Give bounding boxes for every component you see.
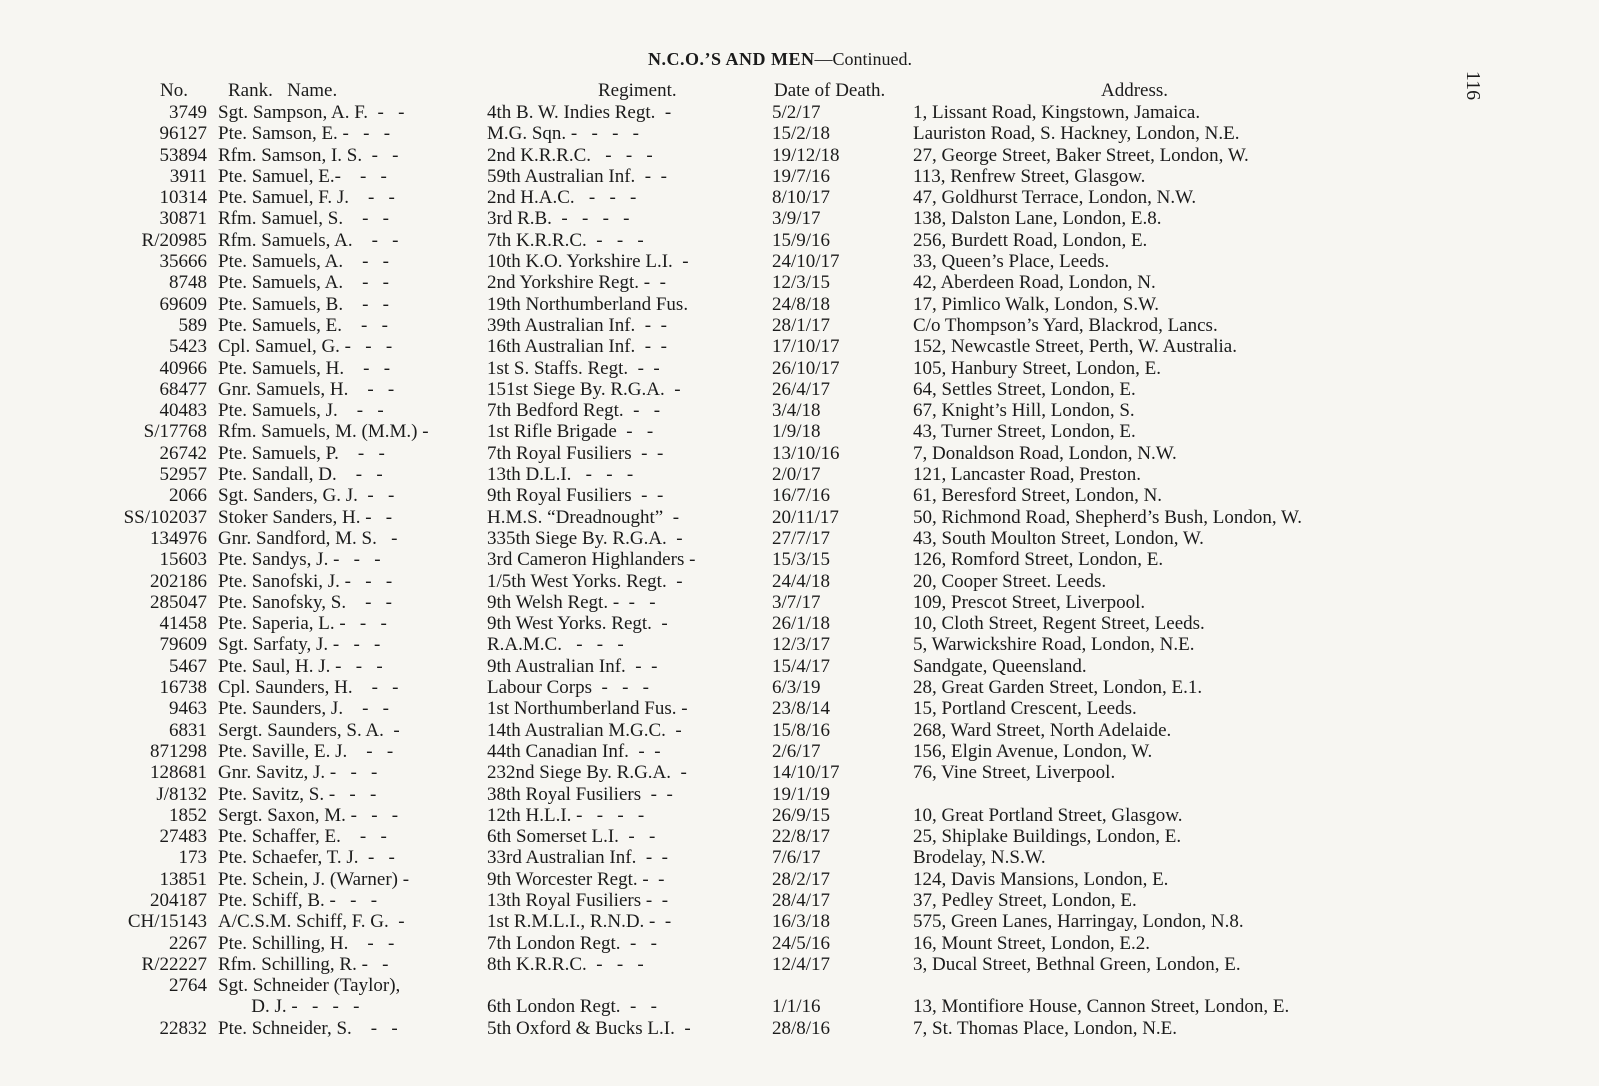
address: 113, Renfrew Street, Glasgow. — [913, 165, 1146, 187]
address: 16, Mount Street, London, E.2. — [913, 932, 1150, 954]
address: 575, Green Lanes, Harringay, London, N.8. — [913, 911, 1244, 933]
address: 25, Shiplake Buildings, London, E. — [913, 826, 1182, 848]
date-of-death: 12/3/15 — [772, 272, 831, 294]
service-number: 173 — [178, 847, 207, 869]
regiment: 151st Siege By. R.G.A. - — [487, 378, 681, 400]
heading-title: N.C.O.’S AND MEN — [647, 49, 815, 69]
table-row — [0, 400, 1599, 421]
rank-name: Pte. Sanofsky, S. - - — [218, 591, 392, 613]
service-number: 10314 — [159, 187, 207, 209]
service-number: 68477 — [159, 378, 207, 400]
address: 37, Pedley Street, London, E. — [913, 889, 1137, 911]
date-of-death: 27/7/17 — [772, 527, 831, 549]
regiment: 7th K.R.R.C. - - - — [487, 229, 644, 251]
rank-name: Pte. Saville, E. J. - - — [218, 740, 394, 762]
address: 268, Ward Street, North Adelaide. — [913, 719, 1172, 741]
rank-name: Pte. Samuel, E.- - - — [218, 165, 387, 187]
service-number: 2066 — [169, 485, 207, 507]
date-of-death: 24/4/18 — [772, 570, 831, 592]
address: Sandgate, Queensland. — [913, 655, 1087, 677]
address: 3, Ducal Street, Bethnal Green, London, E. — [913, 953, 1241, 975]
service-number: 8748 — [169, 272, 207, 294]
rank-name: Pte. Samuel, F. J. - - — [218, 187, 395, 209]
service-number: 9463 — [169, 698, 207, 720]
regiment: M.G. Sqn. - - - - — [487, 123, 639, 145]
address: 64, Settles Street, London, E. — [913, 378, 1136, 400]
rank-name: Sergt. Saunders, S. A. - — [218, 719, 400, 741]
date-of-death: 6/3/19 — [772, 677, 821, 699]
date-of-death: 1/1/16 — [772, 996, 821, 1018]
address: 10, Cloth Street, Regent Street, Leeds. — [913, 613, 1205, 635]
regiment: 6th London Regt. - - — [487, 996, 657, 1018]
rank-name: Pte. Sanofski, J. - - - — [218, 570, 393, 592]
date-of-death: 5/2/17 — [772, 102, 821, 123]
address: 156, Elgin Avenue, London, W. — [913, 740, 1153, 762]
table-row — [0, 230, 1599, 251]
service-number: 134976 — [150, 527, 207, 549]
service-number: 3749 — [169, 102, 207, 123]
date-of-death: 26/1/18 — [772, 613, 831, 635]
address: 7, St. Thomas Place, London, N.E. — [913, 1017, 1178, 1039]
rank-name: Pte. Schneider, S. - - — [218, 1017, 398, 1039]
service-number: 2764 — [169, 975, 207, 997]
rank-name: Gnr. Samuels, H. - - — [218, 378, 395, 400]
rank-name: Pte. Samuels, H. - - — [218, 357, 391, 379]
rank-name: A/C.S.M. Schiff, F. G. - — [218, 911, 405, 933]
address: Brodelay, N.S.W. — [913, 847, 1046, 869]
address: 76, Vine Street, Liverpool. — [913, 762, 1116, 784]
rank-name: Pte. Samuels, A. - - — [218, 251, 389, 273]
service-number: 13851 — [159, 868, 207, 890]
address: 27, George Street, Baker Street, London, W. — [913, 144, 1249, 166]
rank-name: Gnr. Sandford, M. S. - — [218, 527, 398, 549]
address: 33, Queen’s Place, Leeds. — [913, 251, 1110, 273]
table-row — [0, 379, 1599, 400]
date-of-death: 3/4/18 — [772, 400, 821, 422]
table-row — [0, 315, 1599, 336]
date-of-death: 3/7/17 — [772, 591, 821, 613]
service-number: 5467 — [169, 655, 207, 677]
regiment: 13th Royal Fusiliers - - — [487, 889, 669, 911]
regiment: 38th Royal Fusiliers - - — [487, 783, 673, 805]
address: 67, Knight’s Hill, London, S. — [913, 400, 1135, 422]
regiment: 1/5th West Yorks. Regt. - — [487, 570, 683, 592]
table-row — [0, 954, 1599, 975]
service-number: 30871 — [159, 208, 207, 230]
rank-name: Pte. Schein, J. (Warner) - — [218, 868, 410, 890]
page-number: 116 — [1462, 70, 1485, 101]
rank-name: Rfm. Samuel, S. - - — [218, 208, 389, 230]
rank-name: D. J. - - - - — [218, 996, 360, 1018]
table-row — [0, 507, 1599, 528]
address: 28, Great Garden Street, London, E.1. — [913, 677, 1203, 699]
service-number: 53894 — [159, 144, 207, 166]
table-row — [0, 890, 1599, 911]
regiment: 12th H.L.I. - - - - — [487, 804, 645, 826]
regiment: 9th Royal Fusiliers - - — [487, 485, 664, 507]
rank-name: Stoker Sanders, H. - - — [218, 506, 393, 528]
service-number: 128681 — [150, 762, 207, 784]
service-number: 5423 — [169, 336, 207, 358]
service-number: 1852 — [169, 804, 207, 826]
table-row — [0, 677, 1599, 698]
rank-name: Sgt. Schneider (Taylor), — [218, 975, 401, 997]
rank-name: Sgt. Sarfaty, J. - - - — [218, 634, 381, 656]
table-row — [0, 592, 1599, 613]
rank-name: Pte. Samuels, B. - - — [218, 293, 389, 315]
rank-name: Sgt. Sampson, A. F. - - — [218, 102, 405, 123]
service-number: 2267 — [169, 932, 207, 954]
table-row — [0, 869, 1599, 890]
date-of-death: 16/7/16 — [772, 485, 831, 507]
address: 10, Great Portland Street, Glasgow. — [913, 804, 1183, 826]
date-of-death: 24/10/17 — [772, 251, 840, 273]
table-row — [0, 698, 1599, 719]
table-row — [0, 187, 1599, 208]
date-of-death: 3/9/17 — [772, 208, 821, 230]
date-of-death: 15/2/18 — [772, 123, 831, 145]
date-of-death: 24/5/16 — [772, 932, 831, 954]
service-number: 15603 — [159, 549, 207, 571]
address: 43, South Moulton Street, London, W. — [913, 527, 1204, 549]
regiment: 335th Siege By. R.G.A. - — [487, 527, 683, 549]
table-row — [0, 741, 1599, 762]
regiment: 3rd R.B. - - - - — [487, 208, 630, 230]
date-of-death: 26/9/15 — [772, 804, 831, 826]
service-number: 35666 — [159, 251, 207, 273]
regiment: 9th Welsh Regt. - - - — [487, 591, 656, 613]
service-number: R/20985 — [141, 229, 207, 251]
regiment: 2nd H.A.C. - - - — [487, 187, 637, 209]
rank-name: Pte. Samuels, E. - - — [218, 314, 388, 336]
date-of-death: 22/8/17 — [772, 826, 831, 848]
service-number: 79609 — [159, 634, 207, 656]
regiment: 13th D.L.I. - - - — [487, 464, 634, 486]
rank-name: Cpl. Samuel, G. - - - — [218, 336, 393, 358]
regiment: 8th K.R.R.C. - - - — [487, 953, 644, 975]
date-of-death: 2/0/17 — [772, 464, 821, 486]
regiment: 1st S. Staffs. Regt. - - — [487, 357, 660, 379]
service-number: R/22227 — [141, 953, 207, 975]
table-row — [0, 166, 1599, 187]
address: C/o Thompson’s Yard, Blackrod, Lancs. — [913, 314, 1218, 336]
address: 124, Davis Mansions, London, E. — [913, 868, 1169, 890]
rank-name: Sergt. Saxon, M. - - - — [218, 804, 399, 826]
table-row — [0, 656, 1599, 677]
regiment: 9th Australian Inf. - - — [487, 655, 658, 677]
address: 121, Lancaster Road, Preston. — [913, 464, 1141, 486]
regiment: 232nd Siege By. R.G.A. - — [487, 762, 687, 784]
address: 50, Richmond Road, Shepherd’s Bush, London, W. — [913, 506, 1302, 528]
roll-table — [0, 102, 1599, 1039]
table-row — [0, 358, 1599, 379]
date-of-death: 20/11/17 — [772, 506, 839, 528]
table-row — [0, 421, 1599, 442]
address: 15, Portland Crescent, Leeds. — [913, 698, 1137, 720]
regiment: 33rd Australian Inf. - - — [487, 847, 668, 869]
regiment: 7th Bedford Regt. - - — [487, 400, 661, 422]
regiment: 4th B. W. Indies Regt. - — [487, 102, 672, 123]
address: 138, Dalston Lane, London, E.8. — [913, 208, 1162, 230]
date-of-death: 8/10/17 — [772, 187, 831, 209]
date-of-death: 12/4/17 — [772, 953, 831, 975]
service-number: 589 — [178, 314, 207, 336]
regiment: H.M.S. “Dreadnought” - — [487, 506, 680, 528]
service-number: S/17768 — [143, 421, 207, 443]
regiment: 59th Australian Inf. - - — [487, 165, 667, 187]
service-number: 41458 — [159, 613, 207, 635]
service-number: 285047 — [150, 591, 207, 613]
table-row — [0, 528, 1599, 549]
rank-name: Pte. Samuels, P. - - — [218, 442, 385, 464]
column-header-address: Address. — [1101, 80, 1169, 101]
date-of-death: 15/3/15 — [772, 549, 831, 571]
service-number: 871298 — [150, 740, 207, 762]
rank-name: Pte. Sandys, J. - - - — [218, 549, 381, 571]
date-of-death: 2/6/17 — [772, 740, 821, 762]
regiment: 16th Australian Inf. - - — [487, 336, 667, 358]
table-row — [0, 251, 1599, 272]
table-row — [0, 464, 1599, 485]
heading-continued: —Continued. — [814, 49, 912, 69]
date-of-death: 23/8/14 — [772, 698, 831, 720]
table-row — [0, 847, 1599, 868]
regiment: 5th Oxford & Bucks L.I. - — [487, 1017, 691, 1039]
address: 7, Donaldson Road, London, N.W. — [913, 442, 1177, 464]
rank-name: Cpl. Saunders, H. - - — [218, 677, 399, 699]
date-of-death: 7/6/17 — [772, 847, 821, 869]
date-of-death: 15/9/16 — [772, 229, 831, 251]
table-row — [0, 145, 1599, 166]
address: 13, Montifiore House, Cannon Street, London, E. — [913, 996, 1290, 1018]
service-number: SS/102037 — [123, 506, 207, 528]
date-of-death: 12/3/17 — [772, 634, 831, 656]
table-row — [0, 485, 1599, 506]
rank-name: Rfm. Samson, I. S. - - — [218, 144, 399, 166]
table-row — [0, 720, 1599, 741]
table-row — [0, 272, 1599, 293]
regiment: 7th London Regt. - - — [487, 932, 657, 954]
regiment: 1st R.M.L.I., R.N.D. - - — [487, 911, 672, 933]
regiment: 19th Northumberland Fus. — [487, 293, 689, 315]
table-row — [0, 784, 1599, 805]
service-number: J/8132 — [156, 783, 207, 805]
address: 256, Burdett Road, London, E. — [913, 229, 1148, 251]
address: 105, Hanbury Street, London, E. — [913, 357, 1162, 379]
address: 5, Warwickshire Road, London, N.E. — [913, 634, 1195, 656]
column-header-rank-name: Rank. Name. — [228, 80, 338, 101]
address: 20, Cooper Street. Leeds. — [913, 570, 1107, 592]
regiment: 6th Somerset L.I. - - — [487, 826, 656, 848]
rank-name: Rfm. Samuels, A. - - — [218, 229, 399, 251]
service-number: 16738 — [159, 677, 207, 699]
date-of-death: 13/10/16 — [772, 442, 840, 464]
rank-name: Pte. Saunders, J. - - — [218, 698, 389, 720]
address: 61, Beresford Street, London, N. — [913, 485, 1163, 507]
table-row — [0, 123, 1599, 144]
rank-name: Pte. Schaefer, T. J. - - — [218, 847, 395, 869]
date-of-death: 15/8/16 — [772, 719, 831, 741]
address: 42, Aberdeen Road, London, N. — [913, 272, 1156, 294]
address: 152, Newcastle Street, Perth, W. Australia. — [913, 336, 1237, 358]
table-row — [0, 933, 1599, 954]
table-row — [0, 208, 1599, 229]
table-row — [0, 613, 1599, 634]
rank-name: Pte. Schilling, H. - - — [218, 932, 395, 954]
address: 47, Goldhurst Terrace, London, N.W. — [913, 187, 1197, 209]
date-of-death: 19/1/19 — [772, 783, 831, 805]
table-row — [0, 549, 1599, 570]
table-row — [0, 911, 1599, 932]
date-of-death: 16/3/18 — [772, 911, 831, 933]
table-row — [0, 762, 1599, 783]
service-number: CH/15143 — [127, 911, 207, 933]
rank-name: Pte. Sandall, D. - - — [218, 464, 383, 486]
regiment: 1st Rifle Brigade - - — [487, 421, 654, 443]
rank-name: Pte. Schiff, B. - - - — [218, 889, 378, 911]
date-of-death: 28/8/16 — [772, 1017, 831, 1039]
table-row — [0, 805, 1599, 826]
regiment: 9th West Yorks. Regt. - — [487, 613, 668, 635]
service-number: 202186 — [150, 570, 207, 592]
date-of-death: 14/10/17 — [772, 762, 840, 784]
table-row — [0, 102, 1599, 123]
address: 1, Lissant Road, Kingstown, Jamaica. — [913, 102, 1201, 123]
table-row — [0, 1018, 1599, 1039]
date-of-death: 28/1/17 — [772, 314, 831, 336]
date-of-death: 26/4/17 — [772, 378, 831, 400]
address: 17, Pimlico Walk, London, S.W. — [913, 293, 1160, 315]
service-number: 40966 — [159, 357, 207, 379]
regiment: 10th K.O. Yorkshire L.I. - — [487, 251, 689, 273]
table-row — [0, 826, 1599, 847]
rank-name: Pte. Saul, H. J. - - - — [218, 655, 383, 677]
service-number: 40483 — [159, 400, 207, 422]
service-number: 6831 — [169, 719, 207, 741]
rank-name: Pte. Samuels, J. - - — [218, 400, 384, 422]
rank-name: Pte. Saperia, L. - - - — [218, 613, 387, 635]
column-header-no: No. — [160, 80, 188, 101]
rank-name: Sgt. Sanders, G. J. - - — [218, 485, 395, 507]
regiment: R.A.M.C. - - - — [487, 634, 624, 656]
address: Lauriston Road, S. Hackney, London, N.E. — [913, 123, 1240, 145]
regiment: 2nd K.R.R.C. - - - — [487, 144, 653, 166]
date-of-death: 19/7/16 — [772, 165, 831, 187]
date-of-death: 26/10/17 — [772, 357, 840, 379]
rank-name: Pte. Samuels, A. - - — [218, 272, 389, 294]
service-number: 26742 — [159, 442, 207, 464]
service-number: 22832 — [159, 1017, 207, 1039]
page-heading — [0, 49, 1560, 70]
rank-name: Rfm. Samuels, M. (M.M.) - — [218, 421, 429, 443]
date-of-death: 19/12/18 — [772, 144, 840, 166]
rank-name: Rfm. Schilling, R. - - — [218, 953, 389, 975]
regiment: 7th Royal Fusiliers - - — [487, 442, 664, 464]
address: 109, Prescot Street, Liverpool. — [913, 591, 1146, 613]
rank-name: Gnr. Savitz, J. - - - — [218, 762, 378, 784]
regiment: 14th Australian M.G.C. - — [487, 719, 682, 741]
date-of-death: 1/9/18 — [772, 421, 821, 443]
regiment: Labour Corps - - - — [487, 677, 649, 699]
regiment: 9th Worcester Regt. - - — [487, 868, 665, 890]
table-row — [0, 996, 1599, 1017]
column-header-regiment: Regiment. — [598, 80, 677, 101]
column-header-date: Date of Death. — [774, 80, 886, 101]
rank-name: Pte. Samson, E. - - - — [218, 123, 391, 145]
rank-name: Pte. Savitz, S. - - - — [218, 783, 377, 805]
date-of-death: 28/4/17 — [772, 889, 831, 911]
date-of-death: 24/8/18 — [772, 293, 831, 315]
regiment: 39th Australian Inf. - - — [487, 314, 667, 336]
service-number: 3911 — [169, 165, 207, 187]
service-number: 52957 — [159, 464, 207, 486]
regiment: 3rd Cameron Highlanders - — [487, 549, 696, 571]
date-of-death: 28/2/17 — [772, 868, 831, 890]
regiment: 44th Canadian Inf. - - — [487, 740, 661, 762]
table-row — [0, 634, 1599, 655]
address: 43, Turner Street, London, E. — [913, 421, 1136, 443]
regiment: 1st Northumberland Fus. - — [487, 698, 688, 720]
table-row — [0, 571, 1599, 592]
service-number: 96127 — [159, 123, 207, 145]
table-row — [0, 975, 1599, 996]
table-row — [0, 336, 1599, 357]
service-number: 27483 — [159, 826, 207, 848]
rank-name: Pte. Schaffer, E. - - — [218, 826, 387, 848]
table-row — [0, 294, 1599, 315]
service-number: 69609 — [159, 293, 207, 315]
table-row — [0, 443, 1599, 464]
date-of-death: 17/10/17 — [772, 336, 840, 358]
service-number: 204187 — [150, 889, 207, 911]
date-of-death: 15/4/17 — [772, 655, 831, 677]
regiment: 2nd Yorkshire Regt. - - — [487, 272, 666, 294]
address: 126, Romford Street, London, E. — [913, 549, 1164, 571]
